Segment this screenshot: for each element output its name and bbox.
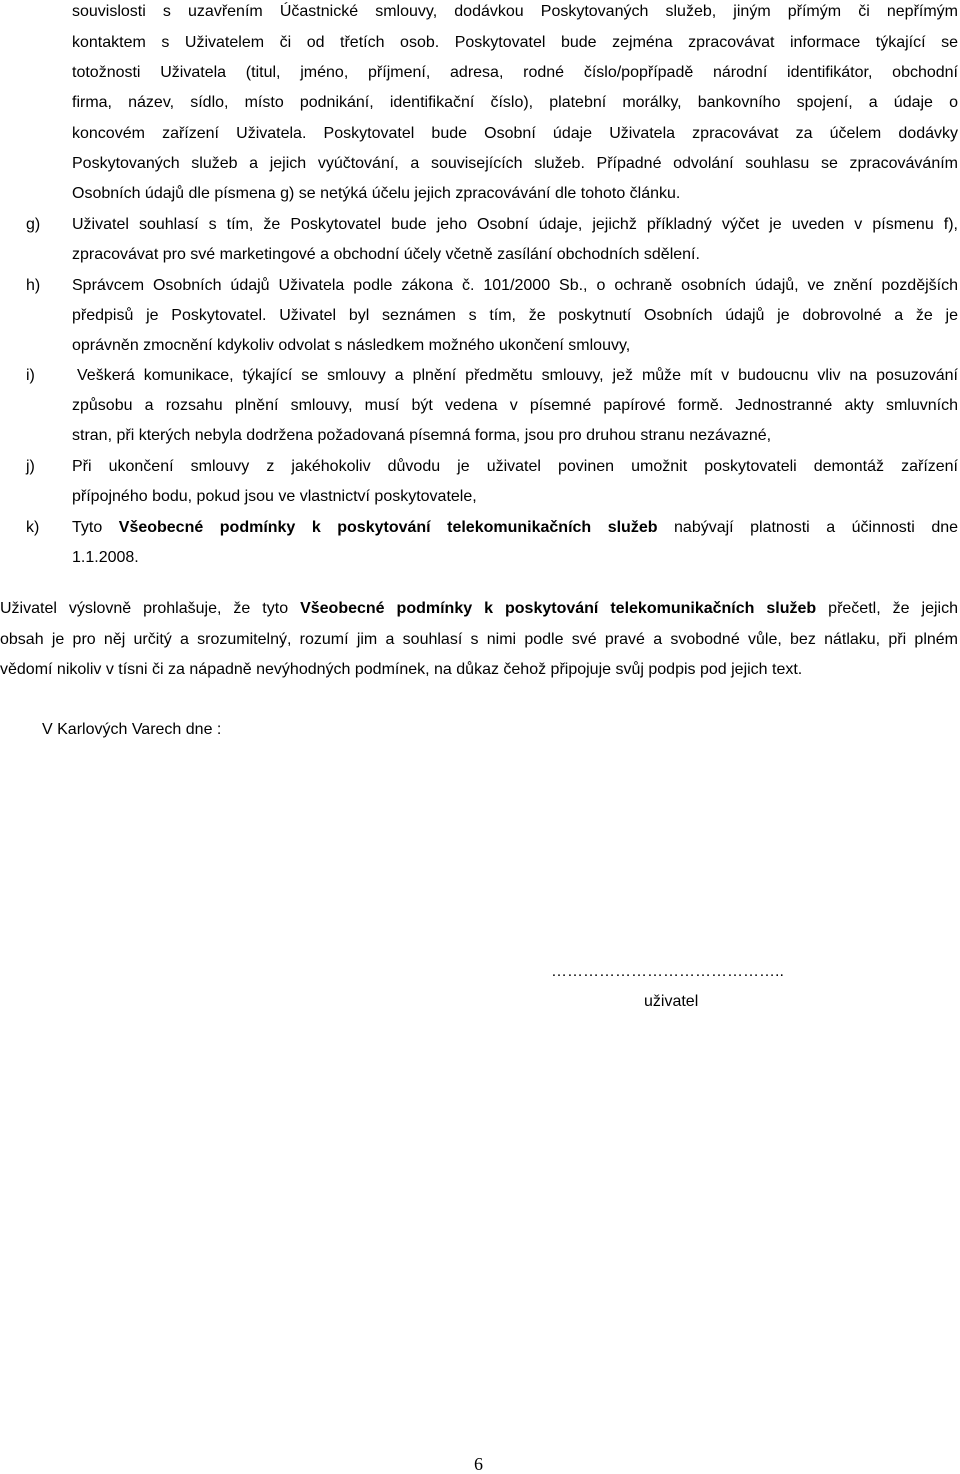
paragraph-f-line: koncovém zařízení Uživatela. Poskytovatel bude Osobní údaje Uživatela zpracovávat za účelem dodávky [72, 125, 958, 142]
item-k-bold-title: Všeobecné podmínky k poskytování telekomunikačních služeb [118, 519, 658, 536]
paragraph-f-line: kontaktem s Uživatelem či od třetích osob. Poskytovatel bude zejména zpracovávat informace týkající se [72, 34, 958, 51]
paragraph-f-line: souvislosti s uzavřením Účastnické smlouvy, dodávkou Poskytovaných služeb, jiným přímým či nepřímým [72, 3, 958, 20]
page-number: 6 [474, 1454, 483, 1474]
item-line: Uživatel souhlasí s tím, že Poskytovatel bude jeho Osobní údaje, jejichž příkladný výčet je uveden v písmenu f), [72, 216, 958, 233]
item-line: stran, při kterých nebyla dodržena požadovaná písemná forma, jsou pro druhou stranu nezávazné, [72, 427, 772, 444]
item-line: předpisů je Poskytovatel. Uživatel byl seznámen s tím, že poskytnutí Osobních údajů je dobrovolné a že je [72, 307, 958, 324]
declaration-line [0, 599, 958, 619]
item-line: 1.1.2008. [72, 549, 139, 566]
paragraph-f-line: firma, název, sídlo, místo podnikání, identifikační číslo), platební morálky, bankovního spojení, a údaje o [72, 94, 958, 111]
item-line [72, 518, 958, 538]
declaration-bold-title: Všeobecné podmínky k poskytování telekomunikačních služeb [300, 600, 817, 617]
signature-label: uživatel [644, 993, 699, 1010]
item-line: Veškerá komunikace, týkající se smlouvy a plnění předmětu smlouvy, jež může mít v budoucnu vliv na posuzování [77, 367, 958, 384]
item-label: i) [26, 367, 35, 384]
declaration-text: Uživatel výslovně prohlašuje, že tyto [0, 600, 301, 617]
item-label: j) [26, 458, 35, 475]
paragraph-f-line: totožnosti Uživatela (titul, jméno, příjmení, adresa, rodné číslo/popřípadě národní identifikátor, obchodní [72, 64, 958, 81]
item-line: Správcem Osobních údajů Uživatela podle zákona č. 101/2000 Sb., o ochraně osobních údajů, ve znění pozdějších [72, 277, 958, 294]
item-line: Při ukončení smlouvy z jakéhokoliv důvodu je uživatel povinen umožnit poskytovateli demontáž zařízení [72, 458, 958, 475]
declaration-line: vědomí nikoliv v tísni či za nápadně nevýhodných podmínek, na důkaz čehož připojuje svůj podpis pod jejich text. [0, 661, 803, 678]
declaration-text: přečetl, že jejich [816, 600, 958, 617]
item-line: přípojného bodu, pokud jsou ve vlastnictví poskytovatele, [72, 488, 477, 505]
item-label: k) [26, 519, 40, 536]
paragraph-f-line: Osobních údajů dle písmena g) se netýká účelu jejich zpracovávání dle tohoto článku. [72, 185, 681, 202]
item-line: oprávněn zmocnění kdykoliv odvolat s následkem možného ukončení smlouvy, [72, 337, 631, 354]
declaration-line: obsah je pro něj určitý a srozumitelný, rozumí jim a souhlasí s nimi podle své pravé a svobodné vůle, bez nátlaku, při plném [0, 631, 958, 648]
item-line: zpracovávat pro své marketingové a obchodní účely včetně zasílání obchodních sdělení. [72, 246, 700, 263]
item-line: způsobu a rozsahu plnění smlouvy, musí být vedena v písemné papírové formě. Jednostranné akty smluvních [72, 397, 958, 414]
item-k-text: Tyto [72, 519, 119, 536]
item-label: g) [26, 216, 41, 233]
place-date: V Karlových Varech dne : [42, 721, 222, 738]
item-label: h) [26, 277, 41, 294]
item-k-text: nabývají platnosti a účinnosti dne [657, 519, 959, 536]
paragraph-f-line: Poskytovaných služeb a jejich vyúčtování, a souvisejících služeb. Případné odvolání souhlasu se zpracováváním [72, 155, 958, 172]
signature-line: …………………………………….. [551, 963, 784, 980]
